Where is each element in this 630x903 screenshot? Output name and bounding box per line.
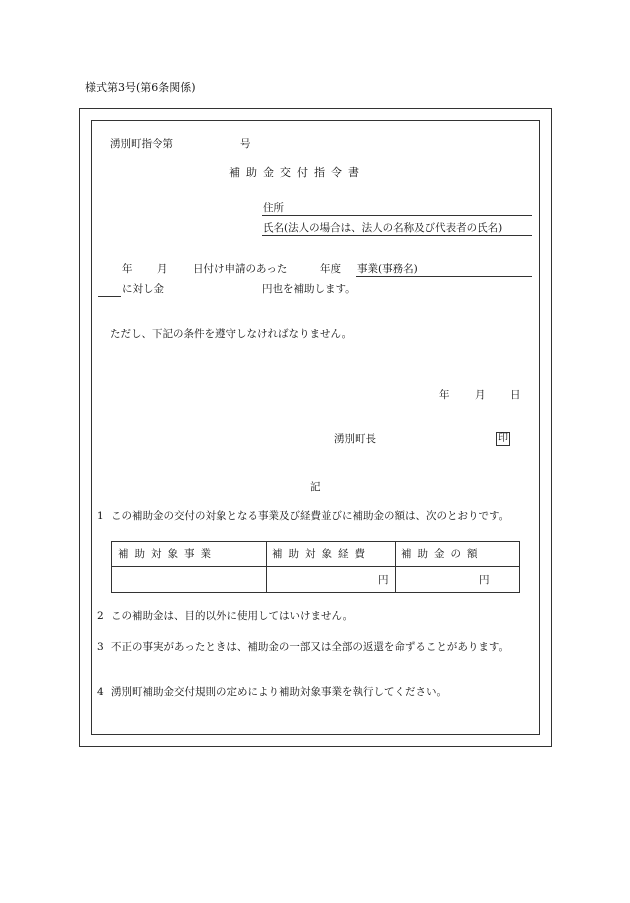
condition-1 [97, 509, 537, 524]
fiscal-year-label: 年度 [320, 263, 341, 275]
application-year: 年 [122, 263, 133, 275]
form-label: 様式第3号(第6条関係) [85, 81, 196, 94]
project-line [356, 276, 532, 277]
table-cost-unit: 円 [378, 574, 389, 586]
table-row-divider [112, 566, 519, 567]
application-month: 月 [157, 263, 168, 275]
grantee-line [98, 296, 121, 297]
condition-text: この補助金の交付の対象となる事業及び経費並びに補助金の額は、次のとおりです。 [111, 510, 510, 522]
issue-day: 日 [510, 389, 521, 401]
grant-prefix: に対し金 [122, 283, 164, 295]
condition-number: 2 [97, 610, 104, 622]
condition-number: 1 [97, 510, 104, 522]
grant-suffix: 円也を補助します。 [262, 283, 356, 295]
condition-number: 4 [97, 686, 104, 698]
seal-stamp: 印 [498, 433, 508, 444]
name-line [262, 235, 532, 236]
directive-number-suffix: 号 [240, 138, 251, 150]
document-title: 補助金交付指令書 [229, 166, 365, 179]
table-header-amount: 補助金の額 [401, 548, 484, 560]
condition-3 [97, 640, 537, 655]
condition-notice: ただし、下記の条件を遵守しなければなりません。 [110, 328, 353, 340]
amount-table [111, 541, 520, 593]
condition-2 [97, 609, 537, 624]
address-line [262, 215, 532, 216]
application-date-text: 日付け申請のあった [193, 263, 288, 275]
condition-4 [97, 685, 537, 700]
condition-text: 不正の事実があったときは、補助金の一部又は全部の返還を命ずることがあります。 [111, 641, 510, 653]
project-label: 事業(事務名) [357, 263, 418, 275]
table-col-divider [395, 542, 396, 592]
table-col-divider [266, 542, 267, 592]
table-amount-unit: 円 [479, 574, 490, 586]
issuer-name: 湧別町長 [334, 433, 376, 445]
issue-year: 年 [439, 389, 450, 401]
name-label: 氏名(法人の場合は、法人の名称及び代表者の氏名) [263, 222, 503, 234]
condition-text: 湧別町補助金交付規則の定めにより補助対象事業を執行してください。 [111, 686, 447, 698]
table-header-cost: 補助対象経費 [272, 548, 371, 560]
directive-number-label: 湧別町指令第 [110, 138, 173, 150]
condition-text: この補助金は、目的以外に使用してはいけません。 [111, 610, 354, 622]
issue-month: 月 [475, 389, 486, 401]
condition-number: 3 [97, 641, 104, 653]
table-header-project: 補助対象事業 [118, 548, 217, 560]
address-label: 住所 [263, 202, 284, 214]
ki-heading: 記 [310, 481, 321, 493]
